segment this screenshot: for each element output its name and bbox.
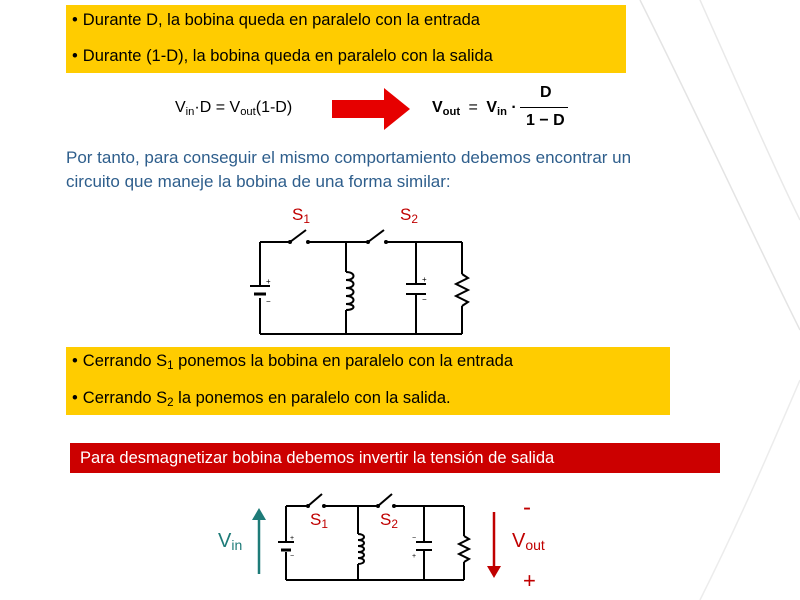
svg-text:+: +	[422, 275, 427, 284]
top-box-line-1: • Durante D, la bobina queda en paralelo con la entrada	[72, 11, 480, 29]
circuit2-s1-label: $S_1$	[310, 510, 328, 531]
svg-text:−: −	[266, 297, 271, 306]
svg-text:+: +	[290, 535, 295, 542]
circuit2-vout-label: $V_{out}$	[512, 530, 545, 553]
vout-minus-sign: -	[523, 494, 531, 521]
vout-arrow-down-icon	[487, 512, 501, 578]
circuit-1-diagram	[250, 222, 490, 342]
circuit1-s1-label: $S_1$	[292, 205, 310, 226]
explanation-line-1: Por tanto, para conseguir el mismo comportamiento debemos encontrar un	[66, 148, 632, 167]
red-arrow	[332, 86, 412, 136]
svg-text:+: +	[266, 277, 271, 286]
svg-text:−: −	[290, 553, 295, 560]
fraction-denominator: 1 − D	[526, 112, 565, 129]
circuit2-vin-label: $V_{in}$	[218, 530, 243, 553]
circuit2-s2-label: $S_2$	[380, 510, 398, 531]
middle-box-line-2: • Cerrando $S_2$ la ponemos en paralelo con la salida.	[72, 389, 451, 409]
circuit-2-diagram	[278, 488, 478, 588]
svg-text:−: −	[422, 295, 427, 304]
fraction-numerator: D	[540, 84, 552, 101]
svg-text:+: +	[412, 553, 417, 560]
circuit1-s2-label: $S_2$	[400, 205, 418, 226]
equation-left: $V_{in}\cdot D = V_{out}(1-D)$	[175, 99, 293, 118]
red-banner-text: Para desmagnetizar bobina debemos invertir la tensión de salida	[80, 449, 555, 467]
fraction-bar	[520, 107, 568, 108]
top-box-line-2: • Durante (1-D), la bobina queda en paralelo con la salida	[72, 47, 493, 65]
explanation-line-2: circuito que maneje la bobina de una forma similar:	[66, 172, 451, 191]
svg-text:−: −	[412, 535, 417, 542]
red-banner	[70, 443, 720, 473]
equation-right: $V_{out} = V_{in}$ ·	[432, 99, 517, 118]
middle-box-line-1: • Cerrando $S_1$ ponemos la bobina en paralelo con la entrada	[72, 352, 514, 372]
vin-arrow-up-icon	[252, 508, 266, 574]
vout-plus-sign: +	[523, 568, 536, 593]
